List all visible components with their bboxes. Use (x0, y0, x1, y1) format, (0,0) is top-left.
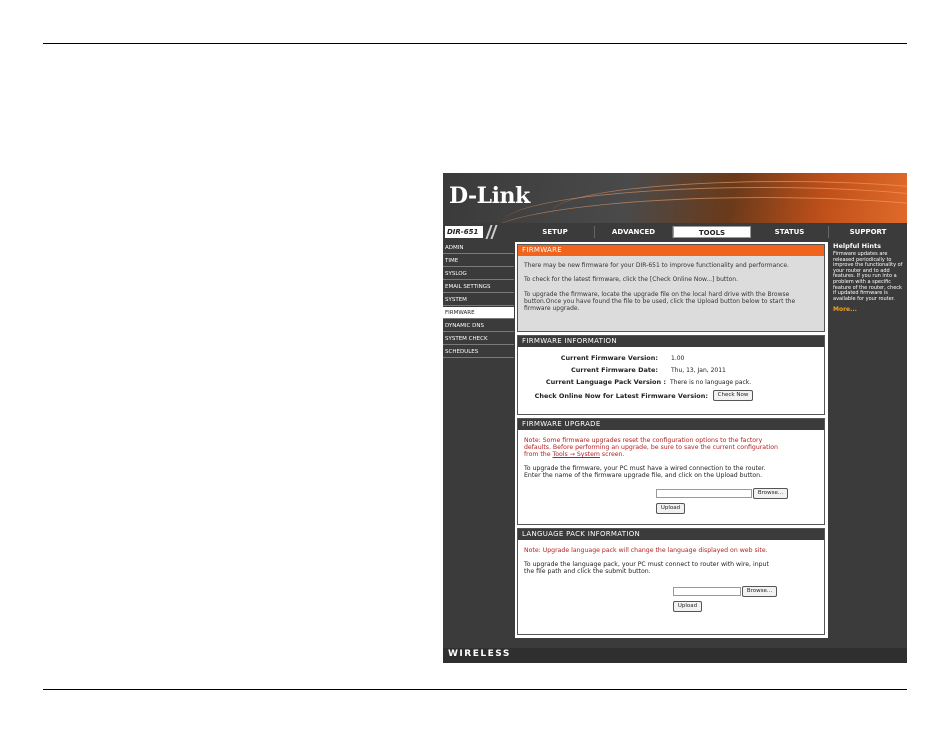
wireless-label: WIRELESS (448, 649, 511, 659)
firmware-file-input[interactable] (656, 489, 752, 498)
firmware-upgrade-note-line-1: Note: Some firmware upgrades reset the configuration options to the factory (524, 437, 763, 444)
firmware-intro-section (517, 244, 825, 332)
nav-item-schedules[interactable]: SCHEDULES (443, 346, 514, 358)
helpful-hints-more-link[interactable]: More... (833, 306, 857, 314)
helpful-hints-title: Helpful Hints (833, 242, 881, 250)
firmware-upgrade-note-line-2: defaults. Before performing an upgrade, be sure to save the current configuration (524, 444, 778, 451)
tools-system-link[interactable]: Tools → System (552, 451, 600, 458)
language-pack-file-input[interactable] (673, 587, 741, 596)
firmware-title: FIRMWARE (518, 245, 824, 256)
dlink-logo: D-Link (449, 183, 530, 209)
language-pack-instruction-line-1: To upgrade the language pack, your PC must connect to router with wire, input (524, 561, 769, 568)
firmware-upgrade-note-line-3 (524, 451, 822, 458)
language-pack-title: LANGUAGE PACK INFORMATION (518, 529, 824, 540)
top-rule (43, 43, 907, 44)
language-pack-instruction-line-2: the file path and click the submit button. (524, 568, 651, 575)
firmware-upgrade-instruction-line-1: To upgrade the firmware, your PC must have a wired connection to the router. (524, 465, 766, 472)
firmware-intro-text-2: To check for the latest firmware, click the [Check Online Now...] button. (524, 276, 739, 283)
language-pack-upload-button[interactable]: Upload (673, 601, 702, 612)
firmware-information-title: FIRMWARE INFORMATION (518, 336, 824, 347)
nav-item-syslog[interactable]: SYSLOG (443, 268, 514, 280)
bottom-rule (43, 689, 907, 690)
helpful-hints-panel (831, 242, 907, 313)
nav-item-firmware[interactable]: FIRMWARE (443, 307, 514, 319)
tab-support[interactable]: SUPPORT (849, 228, 887, 236)
nav-item-admin[interactable]: ADMIN (443, 242, 514, 254)
firmware-upgrade-section (517, 418, 825, 525)
nav-item-system-check[interactable]: SYSTEM CHECK (443, 333, 514, 345)
tab-advanced[interactable]: ADVANCED (595, 226, 673, 238)
tab-tools[interactable]: TOOLS (673, 226, 751, 238)
router-screenshot (443, 173, 907, 663)
firmware-upgrade-instruction-line-2: Enter the name of the firmware upgrade file, and click on the Upload button. (524, 472, 763, 479)
helpful-hints-body: Firmware updates are released periodically to improve the functionality of your router and to add features. If you run into a problem with a specific feature of the router, check if updated firmware is available for your router. (833, 251, 903, 302)
firmware-upload-button[interactable]: Upload (656, 503, 685, 514)
nav-item-time[interactable]: TIME (443, 255, 514, 267)
firmware-upgrade-title: FIRMWARE UPGRADE (518, 419, 824, 430)
model-badge: DIR-651 (445, 226, 483, 238)
nav-item-system[interactable]: SYSTEM (443, 294, 514, 306)
language-pack-version-label: Current Language Pack Version : (545, 378, 666, 386)
firmware-browse-button[interactable]: Browse... (753, 488, 788, 499)
firmware-intro-text-3: To upgrade the firmware, locate the upgrade file on the local hard drive with the Browse button.Once you have found the file to be used, click the Upload button below to start the firmware upgrade. (524, 291, 796, 312)
tab-status[interactable]: STATUS (751, 226, 829, 238)
language-pack-note: Note: Upgrade language pack will change the language displayed on web site. (524, 547, 768, 554)
note-prefix: from the (524, 451, 551, 458)
nav-item-email-settings[interactable]: EMAIL SETTINGS (443, 281, 514, 293)
language-pack-browse-button[interactable]: Browse... (742, 586, 777, 597)
footer-bar (443, 648, 907, 663)
firmware-information-section (517, 335, 825, 415)
check-now-button[interactable]: Check Now (713, 390, 753, 401)
main-content (515, 242, 828, 638)
firmware-version-value: 1.00 (671, 355, 685, 362)
language-pack-version-value: There is no language pack. (670, 379, 752, 386)
firmware-version-label: Current Firmware Version: (560, 354, 658, 362)
firmware-intro-text-1: There may be new firmware for your DIR-651 to improve functionality and performance. (524, 262, 789, 269)
tab-setup[interactable]: SETUP (516, 226, 595, 238)
top-navigation (443, 223, 907, 240)
left-navigation (443, 242, 514, 359)
brand-banner (443, 173, 907, 223)
note-suffix: screen. (601, 451, 625, 458)
check-online-label: Check Online Now for Latest Firmware Version: (534, 392, 708, 400)
firmware-date-value: Thu, 13, Jan, 2011 (671, 367, 726, 374)
firmware-date-label: Current Firmware Date: (570, 366, 658, 374)
language-pack-section (517, 528, 825, 635)
nav-item-dynamic-dns[interactable]: DYNAMIC DNS (443, 320, 514, 332)
